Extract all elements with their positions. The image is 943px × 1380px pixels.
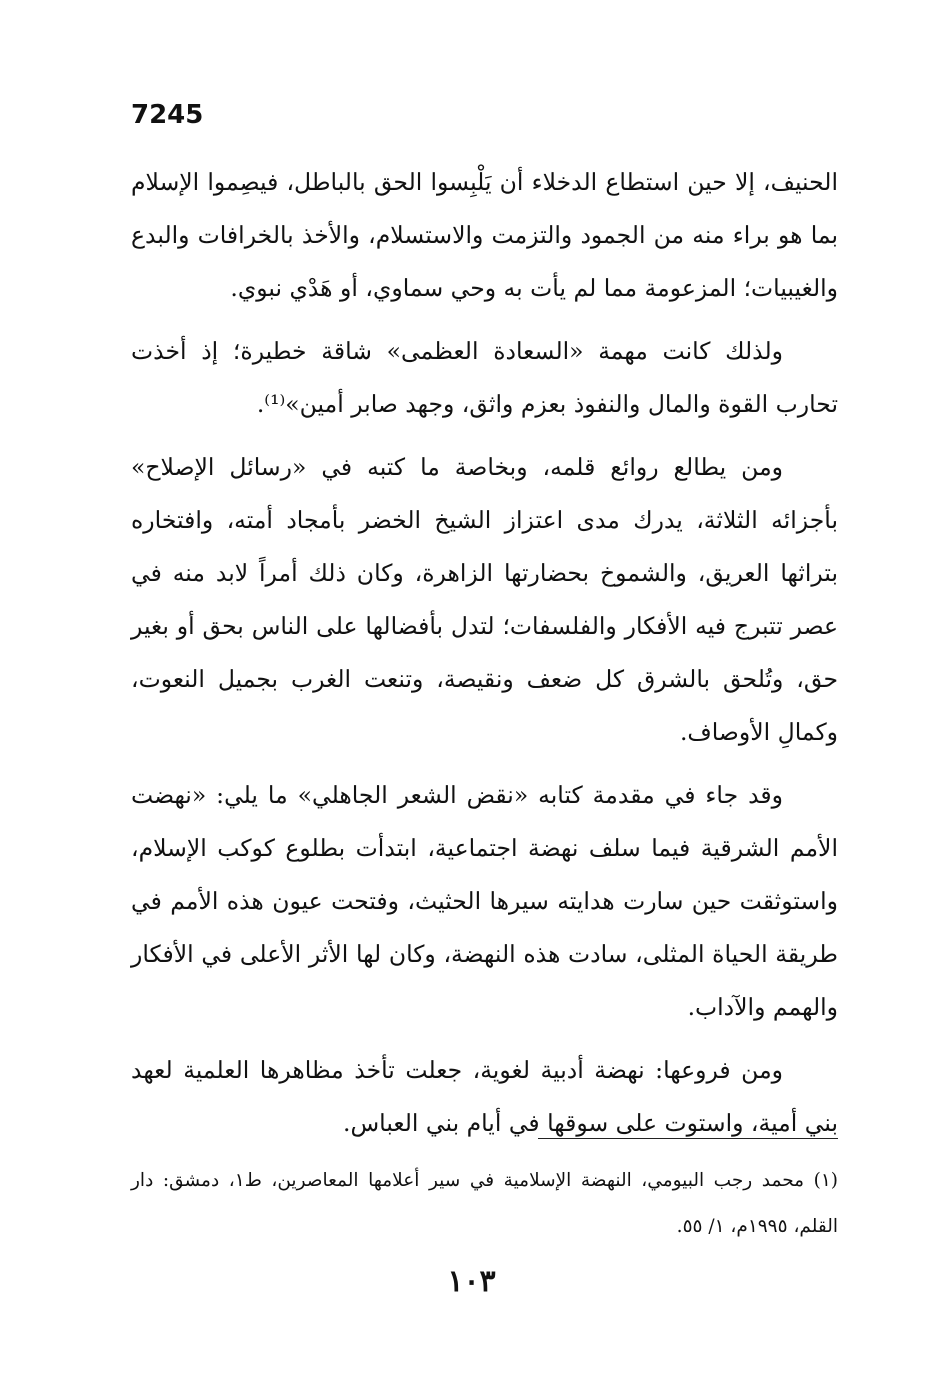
page-id: 7245	[131, 100, 204, 130]
footnotes	[131, 1158, 838, 1250]
footnote: (١) محمد رجب البيومي، النهضة الإسلامية في سير أعلامها المعاصرين، ط١، دمشق: دار القلم، ١٩٩٥م، ١/ ٥٥.	[131, 1170, 838, 1237]
paragraph: ولذلك كانت مهمة «السعادة العظمى» شاقة خطيرة؛ إذ أخذت تحارب القوة والمال والنفوذ بعزم واثق، وجهد صابر أمين»⁽¹⁾.	[131, 337, 838, 418]
paragraph: ومن فروعها: نهضة أدبية لغوية، جعلت تأخذ مظاهرها العلمية لعهد بني أمية، واستوت على سوقها في أيام بني العباس.	[131, 1056, 838, 1137]
body-text	[131, 156, 838, 1160]
footnote-divider	[538, 1138, 838, 1139]
paragraph: وقد جاء في مقدمة كتابه «نقض الشعر الجاهلي» ما يلي: «نهضت الأمم الشرقية فيما سلف نهضة اجتماعية، ابتدأت بطلوع كوكب الإسلام، واستوثقت حين سارت هدايته سيرها الحثيث، وفتحت عيون هذه الأمم في طريقة الحياة المثلى، سادت هذه النهضة، وكان لها الأثر الأعلى في الأفكار والهمم والآداب.	[131, 781, 838, 1021]
page-number: ١٠٣	[447, 1264, 496, 1299]
paragraph-continuation: الحنيف، إلا حين استطاع الدخلاء أن يَلْبِسوا الحق بالباطل، فيصِموا الإسلام بما هو براء منه من الجمود والتزمت والاستسلام، والأخذ بالخرافات والبدع والغيبيات؛ المزعومة مما لم يأت به وحي سماوي، أو هَدْي نبوي.	[131, 168, 838, 302]
paragraph: ومن يطالع روائع قلمه، وبخاصة ما كتبه في «رسائل الإصلاح» بأجزائه الثلاثة، يدرك مدى اعتزاز الشيخ الخضر بأمجاد أمته، وافتخاره بتراثها العريق، والشموخ بحضارتها الزاهرة، وكان ذلك أمراً لابد منه في عصر تتبرج فيه الأفكار والفلسفات؛ لتدل بأفضالها على الناس بحق أو بغير حق، وتُلحق بالشرق كل ضعف ونقيصة، وتنعت الغرب بجميل النعوت، وكمالِ الأوصاف.	[131, 453, 838, 746]
